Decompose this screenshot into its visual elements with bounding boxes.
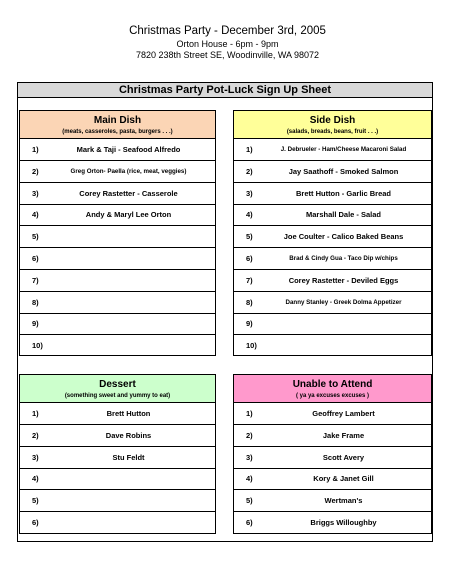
main-dish-header bbox=[20, 111, 215, 139]
item-number: 6) bbox=[32, 518, 39, 527]
side-dish-title: Side Dish bbox=[309, 115, 356, 126]
item-entry: Jay Saathoff - Smoked Salmon bbox=[288, 166, 399, 176]
item-entry: Brad & Cindy Gua - Taco Dip w/chips bbox=[289, 255, 398, 262]
item-number: 5) bbox=[32, 232, 39, 242]
item-number: 10) bbox=[32, 341, 43, 351]
item-number: 9) bbox=[32, 319, 39, 329]
dessert-section bbox=[19, 374, 216, 534]
list-item bbox=[20, 248, 215, 270]
list-item bbox=[20, 468, 215, 490]
list-item bbox=[234, 270, 431, 292]
item-entry: Greg Orton- Paella (rice, meat, veggies) bbox=[70, 167, 187, 175]
dessert-title: Dessert bbox=[99, 379, 136, 390]
item-number: 1) bbox=[246, 145, 253, 154]
item-number: 3) bbox=[32, 188, 39, 198]
side-dish-header bbox=[234, 111, 431, 139]
party-time: Orton House - 6pm - 9pm bbox=[176, 39, 279, 49]
list-item bbox=[234, 248, 431, 270]
item-number: 7) bbox=[32, 275, 39, 285]
list-item bbox=[20, 139, 215, 161]
list-item bbox=[20, 425, 215, 447]
item-number: 5) bbox=[246, 496, 253, 506]
item-number: 2) bbox=[32, 166, 39, 176]
item-number: 4) bbox=[32, 474, 39, 484]
item-entry: Brett Hutton - Garlic Bread bbox=[295, 188, 391, 198]
party-address: 7820 238th Street SE, Woodinville, WA 98072 bbox=[135, 50, 320, 60]
item-entry: Brett Hutton bbox=[106, 409, 151, 418]
item-entry: Geoffrey Lambert bbox=[312, 409, 375, 418]
list-item bbox=[234, 204, 431, 226]
item-number: 8) bbox=[32, 297, 39, 307]
item-entry: J. Debrueler - Ham/Cheese Macaroni Salad bbox=[280, 146, 407, 153]
list-item bbox=[20, 270, 215, 292]
main-dish-section bbox=[19, 110, 216, 356]
item-entry: Marshall Dale - Salad bbox=[305, 210, 382, 220]
item-number: 1) bbox=[246, 409, 253, 418]
list-item bbox=[234, 447, 431, 469]
list-item bbox=[234, 468, 431, 490]
item-number: 4) bbox=[32, 210, 39, 220]
unable-to-attend-section bbox=[233, 374, 432, 534]
list-item bbox=[234, 512, 431, 534]
item-number: 8) bbox=[246, 297, 253, 307]
item-entry: Mark & Taji - Seafood Alfredo bbox=[76, 145, 181, 154]
item-number: 5) bbox=[246, 232, 253, 242]
item-entry: Briggs Willoughby bbox=[310, 518, 377, 527]
item-entry: Corey Rastetter - Casserole bbox=[79, 188, 178, 198]
item-entry: Joe Coulter - Calico Baked Beans bbox=[283, 232, 404, 242]
list-item bbox=[234, 425, 431, 447]
main-dish-title: Main Dish bbox=[93, 115, 142, 126]
list-item bbox=[234, 292, 431, 314]
side-dish-subtitle: (salads, breads, beans, fruit . . .) bbox=[286, 129, 379, 135]
item-entry: Stu Feldt bbox=[112, 452, 145, 462]
list-item bbox=[20, 183, 215, 205]
item-entry: Andy & Maryl Lee Orton bbox=[85, 210, 172, 220]
dessert-subtitle: (something sweet and yummy to eat) bbox=[64, 393, 171, 399]
item-entry: Jake Frame bbox=[322, 430, 365, 440]
item-entry: Corey Rastetter - Deviled Eggs bbox=[288, 275, 399, 285]
item-entry: Dave Robins bbox=[105, 430, 152, 440]
item-number: 4) bbox=[246, 210, 253, 220]
list-item bbox=[234, 313, 431, 335]
item-number: 6) bbox=[246, 254, 253, 263]
item-number: 2) bbox=[32, 430, 39, 440]
list-item bbox=[20, 335, 215, 357]
list-item bbox=[20, 490, 215, 512]
item-number: 5) bbox=[32, 496, 39, 506]
sheet-title: Christmas Party Pot-Luck Sign Up Sheet bbox=[18, 83, 432, 98]
item-number: 3) bbox=[246, 452, 253, 462]
item-number: 6) bbox=[32, 254, 39, 263]
item-number: 9) bbox=[246, 319, 253, 329]
list-item bbox=[20, 313, 215, 335]
unable-to-attend-title: Unable to Attend bbox=[292, 379, 373, 390]
unable-to-attend-header bbox=[234, 375, 431, 403]
item-entry: Scott Avery bbox=[322, 452, 365, 462]
item-number: 10) bbox=[246, 341, 257, 351]
list-item bbox=[234, 403, 431, 425]
item-entry: Danny Stanley - Greek Dolma Appetizer bbox=[285, 298, 402, 306]
list-item bbox=[234, 183, 431, 205]
item-entry: Wertman's bbox=[324, 496, 363, 506]
party-title: Christmas Party - December 3rd, 2005 bbox=[129, 25, 326, 37]
list-item bbox=[20, 403, 215, 425]
item-number: 2) bbox=[246, 166, 253, 176]
list-item bbox=[20, 226, 215, 248]
main-dish-subtitle: (meats, casseroles, pasta, burgers . . .) bbox=[62, 129, 173, 135]
unable-to-attend-subtitle: ( ya ya excuses excuses ) bbox=[295, 393, 370, 399]
dessert-header bbox=[20, 375, 215, 403]
item-number: 4) bbox=[246, 474, 253, 484]
list-item bbox=[20, 292, 215, 314]
item-number: 3) bbox=[32, 452, 39, 462]
signup-sheet bbox=[17, 82, 433, 542]
item-entry: Kory & Janet Gill bbox=[313, 474, 374, 484]
list-item bbox=[20, 204, 215, 226]
item-number: 6) bbox=[246, 518, 253, 527]
list-item bbox=[20, 512, 215, 534]
list-item bbox=[234, 226, 431, 248]
side-dish-section bbox=[233, 110, 432, 356]
list-item bbox=[20, 447, 215, 469]
item-number: 2) bbox=[246, 430, 253, 440]
item-number: 1) bbox=[32, 409, 39, 418]
list-item bbox=[20, 161, 215, 183]
list-item bbox=[234, 490, 431, 512]
list-item bbox=[234, 335, 431, 357]
list-item bbox=[234, 139, 431, 161]
item-number: 7) bbox=[246, 275, 253, 285]
item-number: 3) bbox=[246, 188, 253, 198]
list-item bbox=[234, 161, 431, 183]
item-number: 1) bbox=[32, 145, 39, 154]
